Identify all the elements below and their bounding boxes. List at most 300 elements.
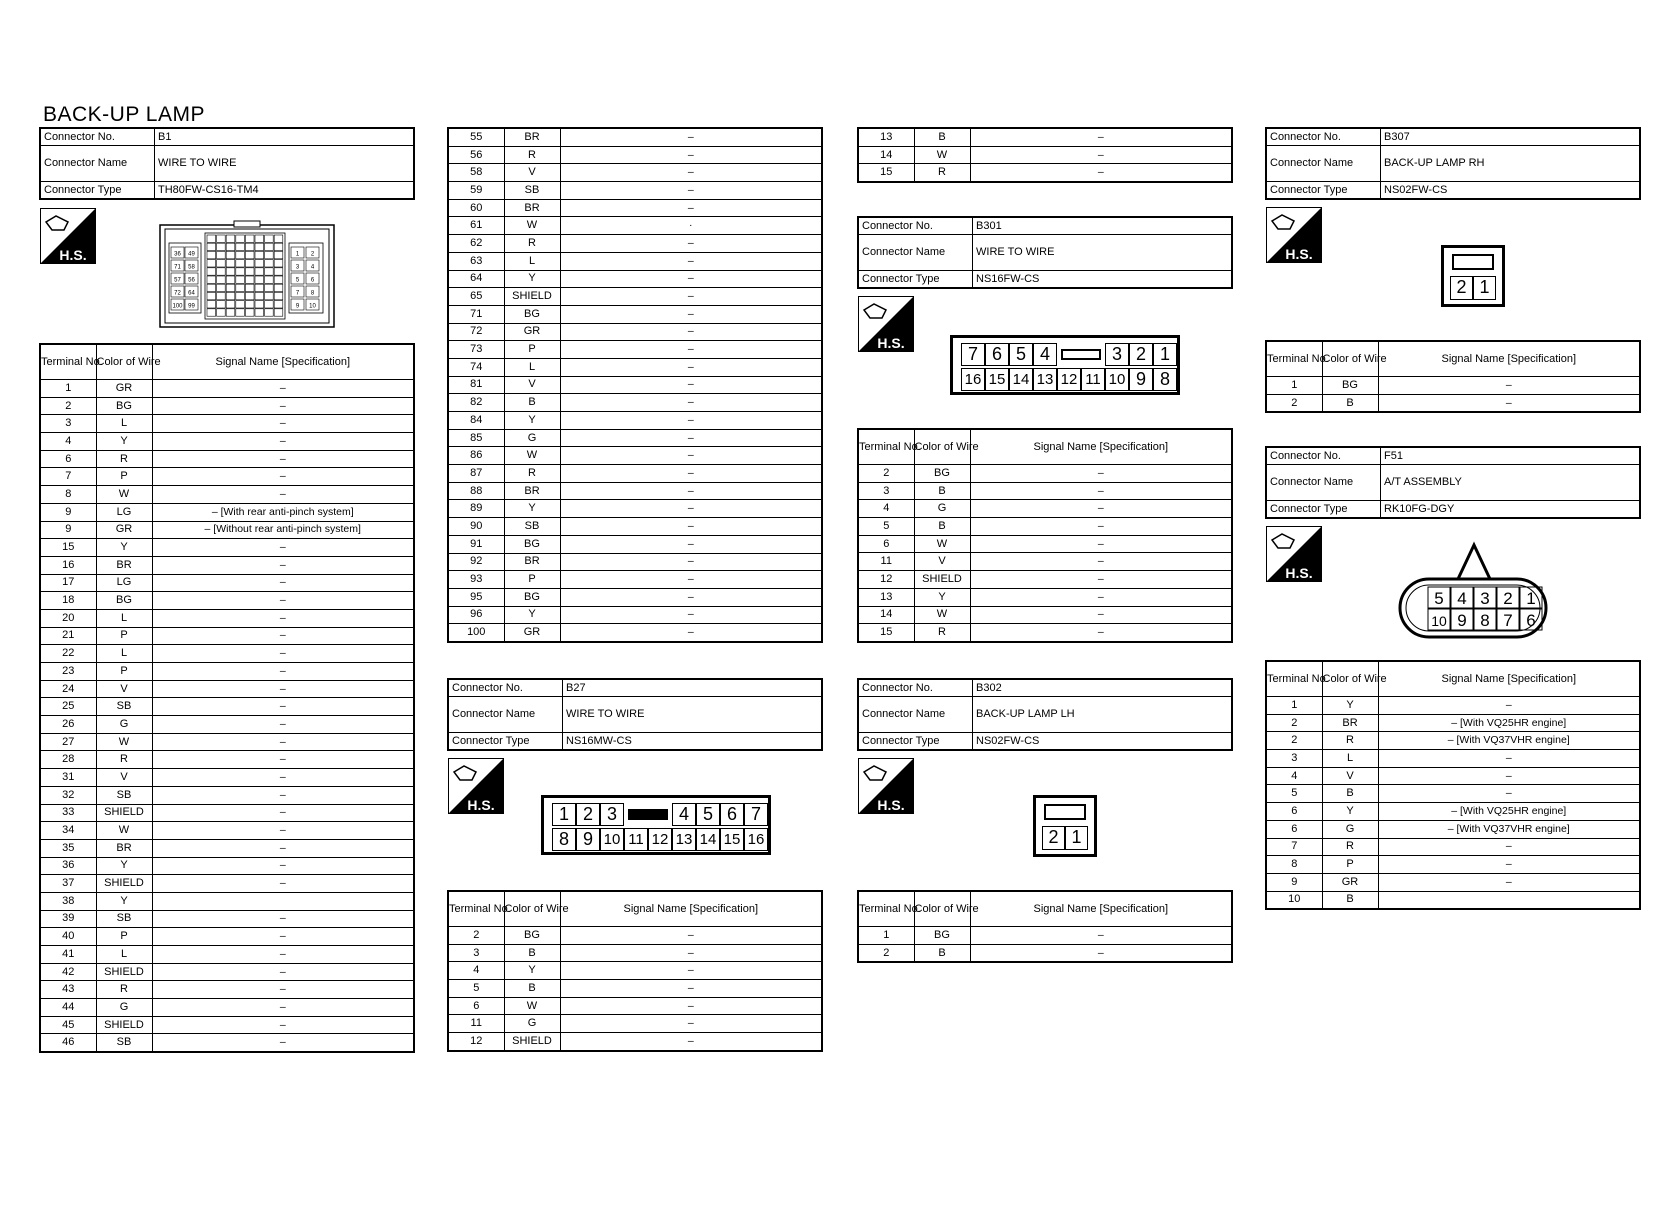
signal-name-cell: –: [970, 128, 1232, 146]
connector-b307-no: B307: [1381, 128, 1641, 146]
table-row: [40, 875, 414, 893]
terminal-no-cell: 32: [40, 786, 96, 804]
terminal-no-cell: 25: [40, 698, 96, 716]
signal-name-cell: –: [152, 450, 414, 468]
connector-b1-pins-col2: [447, 127, 823, 643]
terminal-no-cell: 62: [448, 235, 504, 253]
terminal-no-cell: 73: [448, 341, 504, 359]
wire-color-cell: R: [504, 146, 560, 164]
connector-b1-pins-col1: [39, 343, 415, 1053]
signal-name-cell: –: [1378, 785, 1640, 803]
cavity-label: 7: [1503, 611, 1513, 630]
table-row: [858, 606, 1232, 624]
label-connector-type: Connector Type: [40, 182, 155, 200]
header-color-of-wire: Color of Wire: [1322, 661, 1378, 697]
table-row: [40, 716, 414, 734]
table-row: [40, 839, 414, 857]
wire-color-cell: L: [1322, 750, 1378, 768]
cavity-label: 13: [672, 828, 696, 851]
signal-name-cell: –: [560, 980, 822, 998]
terminal-no-cell: 58: [448, 164, 504, 182]
terminal-no-cell: 15: [858, 164, 914, 182]
wire-color-cell: BR: [96, 839, 152, 857]
table-row: [40, 592, 414, 610]
table-row: [448, 128, 822, 146]
signal-name-cell: –: [1378, 838, 1640, 856]
signal-name-cell: – [With rear anti-pinch system]: [152, 503, 414, 521]
table-row: [448, 146, 822, 164]
signal-name-cell: – [With VQ37VHR engine]: [1378, 820, 1640, 838]
terminal-no-cell: 1: [1266, 377, 1322, 395]
wire-color-cell: BG: [96, 397, 152, 415]
table-row: [1266, 785, 1640, 803]
label-connector-name: Connector Name: [1266, 146, 1381, 182]
terminal-no-cell: 3: [40, 415, 96, 433]
terminal-no-cell: 63: [448, 252, 504, 270]
signal-name-cell: –: [970, 571, 1232, 589]
label-connector-no: Connector No.: [40, 128, 155, 146]
terminal-no-cell: 4: [1266, 767, 1322, 785]
terminal-no-cell: 8: [1266, 856, 1322, 874]
cavity-label: 64: [188, 290, 195, 297]
signal-name-cell: –: [560, 341, 822, 359]
terminal-no-cell: 20: [40, 609, 96, 627]
signal-name-cell: –: [152, 609, 414, 627]
wire-color-cell: L: [96, 645, 152, 663]
terminal-no-cell: 38: [40, 892, 96, 910]
connector-b27-pins-cont: [857, 127, 1233, 183]
terminal-no-cell: 100: [448, 624, 504, 642]
signal-name-cell: –: [152, 769, 414, 787]
wire-color-cell: W: [914, 606, 970, 624]
table-row: [448, 270, 822, 288]
connector-key: [628, 809, 668, 820]
table-row: [448, 323, 822, 341]
terminal-no-cell: 2: [448, 927, 504, 945]
wire-color-cell: P: [504, 341, 560, 359]
connector-b301-type: NS16FW-CS: [973, 271, 1233, 289]
label-connector-type: Connector Type: [1266, 182, 1381, 200]
connector-b302-name: BACK-UP LAMP LH: [973, 697, 1233, 733]
hs-label: H.S.: [877, 335, 905, 351]
cavity-label: 11: [1081, 368, 1105, 391]
hs-harness-side-icon: [1266, 207, 1322, 263]
page-title: BACK-UP LAMP: [43, 103, 205, 126]
wire-color-cell: Y: [504, 606, 560, 624]
signal-name-cell: –: [152, 910, 414, 928]
connector-key: [1452, 254, 1494, 270]
signal-name-cell: –: [152, 592, 414, 610]
cavity-label: 2: [1129, 343, 1153, 366]
wire-color-cell: GR: [96, 521, 152, 539]
table-row: [448, 500, 822, 518]
table-row: [40, 521, 414, 539]
cavity-label: 15: [985, 368, 1009, 391]
wire-color-cell: LG: [96, 574, 152, 592]
connector-b1-face: [159, 221, 335, 329]
wire-color-cell: V: [504, 164, 560, 182]
cavity-label: 7: [744, 803, 768, 826]
table-row: [40, 486, 414, 504]
cavity-label: 10: [1105, 368, 1129, 391]
connector-key: [1044, 804, 1086, 820]
wire-color-cell: G: [96, 999, 152, 1017]
connector-b307-pins: [1265, 340, 1641, 413]
wire-color-cell: P: [96, 627, 152, 645]
terminal-no-cell: 89: [448, 500, 504, 518]
signal-name-cell: –: [560, 927, 822, 945]
wire-color-cell: R: [1322, 732, 1378, 750]
wire-color-cell: L: [96, 415, 152, 433]
wire-color-cell: P: [96, 663, 152, 681]
cavity-label: 3: [600, 803, 624, 826]
table-row: [448, 518, 822, 536]
terminal-no-cell: 6: [1266, 820, 1322, 838]
table-row: [40, 645, 414, 663]
terminal-no-cell: 35: [40, 839, 96, 857]
header-color-of-wire: Color of Wire: [1322, 341, 1378, 377]
cavity-label: 1: [1526, 589, 1536, 608]
table-row: [448, 447, 822, 465]
signal-name-cell: –: [970, 518, 1232, 536]
table-row: [40, 433, 414, 451]
cavity-label: 9: [1457, 611, 1467, 630]
terminal-no-cell: 14: [858, 146, 914, 164]
signal-name-cell: –: [1378, 856, 1640, 874]
terminal-no-cell: 24: [40, 680, 96, 698]
signal-name-cell: –: [152, 486, 414, 504]
label-connector-name: Connector Name: [858, 697, 973, 733]
wire-color-cell: SB: [504, 518, 560, 536]
table-row: [448, 217, 822, 235]
terminal-no-cell: 13: [858, 128, 914, 146]
terminal-no-cell: 4: [40, 433, 96, 451]
table-row: [1266, 873, 1640, 891]
signal-name-cell: –: [560, 571, 822, 589]
table-row: [40, 963, 414, 981]
cavity-label: 3: [1480, 589, 1490, 608]
terminal-no-cell: 1: [40, 380, 96, 398]
terminal-no-cell: 22: [40, 645, 96, 663]
signal-name-cell: –: [560, 588, 822, 606]
terminal-no-cell: 12: [858, 571, 914, 589]
table-row: [448, 606, 822, 624]
cavity-label: 2: [310, 251, 315, 258]
terminal-no-cell: 7: [1266, 838, 1322, 856]
table-row: [448, 997, 822, 1015]
table-row: [40, 892, 414, 910]
terminal-no-cell: 2: [858, 944, 914, 962]
signal-name-cell: –: [152, 716, 414, 734]
table-row: [40, 769, 414, 787]
table-row: [448, 553, 822, 571]
terminal-no-cell: 71: [448, 305, 504, 323]
wire-color-cell: R: [96, 450, 152, 468]
cavity-label: 36: [174, 251, 181, 258]
signal-name-cell: –: [1378, 377, 1640, 395]
signal-name-cell: –: [560, 962, 822, 980]
wire-color-cell: Y: [504, 962, 560, 980]
signal-name-cell: –: [1378, 873, 1640, 891]
connector-b302-face: [1033, 795, 1097, 857]
signal-name-cell: –: [970, 482, 1232, 500]
cavity-label: 12: [648, 828, 672, 851]
terminal-no-cell: 15: [858, 624, 914, 642]
signal-name-cell: –: [970, 606, 1232, 624]
table-row: [858, 624, 1232, 642]
wire-color-cell: W: [914, 146, 970, 164]
table-row: [858, 482, 1232, 500]
table-row: [448, 235, 822, 253]
cavity-label: 5: [295, 277, 300, 284]
wire-color-cell: SHIELD: [914, 571, 970, 589]
wire-color-cell: B: [914, 944, 970, 962]
table-row: [448, 341, 822, 359]
hs-harness-side-icon: [40, 208, 96, 264]
signal-name-cell: –: [560, 270, 822, 288]
cavity-label: 8: [1480, 611, 1490, 630]
connector-key: [1061, 349, 1101, 360]
wire-color-cell: BG: [504, 535, 560, 553]
wire-color-cell: SHIELD: [504, 1033, 560, 1051]
signal-name-cell: –: [152, 645, 414, 663]
label-connector-name: Connector Name: [1266, 465, 1381, 501]
header-terminal-no: Terminal No.: [448, 891, 504, 927]
wire-color-cell: Y: [1322, 697, 1378, 715]
cavity-label: 8: [552, 828, 576, 851]
signal-name-cell: –: [152, 804, 414, 822]
wire-color-cell: SHIELD: [504, 288, 560, 306]
connector-f51-name: A/T ASSEMBLY: [1381, 465, 1641, 501]
signal-name-cell: –: [560, 358, 822, 376]
wire-color-cell: G: [504, 429, 560, 447]
table-row: [448, 571, 822, 589]
signal-name-cell: –: [560, 323, 822, 341]
terminal-no-cell: 61: [448, 217, 504, 235]
cavity-label: 2: [576, 803, 600, 826]
table-row: [1266, 394, 1640, 412]
wire-color-cell: Y: [504, 412, 560, 430]
table-row: [858, 128, 1232, 146]
cavity-label: 3: [1105, 343, 1129, 366]
wire-color-cell: R: [1322, 838, 1378, 856]
cavity-label: 58: [188, 264, 195, 271]
terminal-no-cell: 2: [40, 397, 96, 415]
wire-color-cell: BG: [1322, 377, 1378, 395]
wire-color-cell: W: [504, 447, 560, 465]
signal-name-cell: –: [970, 624, 1232, 642]
wire-color-cell: B: [504, 944, 560, 962]
table-row: [448, 465, 822, 483]
header-signal-name: Signal Name [Specification]: [1378, 341, 1640, 377]
terminal-no-cell: 55: [448, 128, 504, 146]
wire-color-cell: V: [1322, 767, 1378, 785]
connector-b27-type: NS16MW-CS: [563, 733, 823, 751]
signal-name-cell: –: [152, 786, 414, 804]
wire-color-cell: P: [96, 468, 152, 486]
signal-name-cell: –: [152, 822, 414, 840]
signal-name-cell: –: [970, 500, 1232, 518]
table-row: [40, 822, 414, 840]
terminal-no-cell: 11: [858, 553, 914, 571]
table-row: [40, 733, 414, 751]
table-row: [858, 500, 1232, 518]
header-color-of-wire: Color of Wire: [504, 891, 560, 927]
table-row: [858, 146, 1232, 164]
connector-b1-type: TH80FW-CS16-TM4: [155, 182, 415, 200]
wire-color-cell: B: [914, 128, 970, 146]
wire-color-cell: SB: [96, 786, 152, 804]
signal-name-cell: –: [152, 680, 414, 698]
terminal-no-cell: 9: [1266, 873, 1322, 891]
table-row: [40, 857, 414, 875]
terminal-no-cell: 27: [40, 733, 96, 751]
signal-name-cell: –: [152, 963, 414, 981]
signal-name-cell: –: [560, 1033, 822, 1051]
wire-color-cell: SB: [504, 182, 560, 200]
terminal-no-cell: 12: [448, 1033, 504, 1051]
signal-name-cell: –: [560, 128, 822, 146]
table-row: [448, 588, 822, 606]
table-row: [40, 910, 414, 928]
table-row: [448, 980, 822, 998]
terminal-no-cell: 81: [448, 376, 504, 394]
terminal-no-cell: 33: [40, 804, 96, 822]
connector-b1-name: WIRE TO WIRE: [155, 146, 415, 182]
signal-name-cell: ·: [560, 217, 822, 235]
wire-color-cell: SHIELD: [96, 1016, 152, 1034]
connector-b27-name: WIRE TO WIRE: [563, 697, 823, 733]
wire-color-cell: BR: [504, 128, 560, 146]
signal-name-cell: –: [560, 624, 822, 642]
signal-name-cell: –: [152, 1034, 414, 1052]
terminal-no-cell: 18: [40, 592, 96, 610]
table-row: [40, 981, 414, 999]
cavity-label: 10: [1431, 613, 1447, 629]
terminal-no-cell: 40: [40, 928, 96, 946]
terminal-no-cell: 10: [1266, 891, 1322, 909]
signal-name-cell: [1378, 891, 1640, 909]
table-row: [40, 751, 414, 769]
terminal-no-cell: 26: [40, 716, 96, 734]
cavity-label: 1: [1065, 826, 1088, 850]
cavity-label: 2: [1042, 826, 1065, 850]
table-row: [858, 518, 1232, 536]
table-row: [448, 252, 822, 270]
hs-label: H.S.: [467, 797, 495, 813]
signal-name-cell: –: [1378, 767, 1640, 785]
wire-color-cell: W: [504, 997, 560, 1015]
table-row: [40, 928, 414, 946]
signal-name-cell: –: [560, 305, 822, 323]
cavity-label: 8: [1153, 368, 1177, 391]
wire-color-cell: Y: [914, 588, 970, 606]
wire-color-cell: GR: [1322, 873, 1378, 891]
wire-color-cell: Y: [96, 857, 152, 875]
signal-name-cell: –: [152, 663, 414, 681]
terminal-no-cell: 86: [448, 447, 504, 465]
signal-name-cell: –: [152, 946, 414, 964]
connector-b1-block: [39, 127, 415, 200]
table-row: [1266, 750, 1640, 768]
cavity-label: 6: [985, 343, 1009, 366]
terminal-no-cell: 42: [40, 963, 96, 981]
table-row: [40, 1034, 414, 1052]
cavity-label: 7: [961, 343, 985, 366]
terminal-no-cell: 74: [448, 358, 504, 376]
signal-name-cell: –: [152, 380, 414, 398]
terminal-no-cell: 14: [858, 606, 914, 624]
table-row: [1266, 838, 1640, 856]
wire-color-cell: SHIELD: [96, 875, 152, 893]
cavity-label: 9: [1129, 368, 1153, 391]
label-connector-name: Connector Name: [40, 146, 155, 182]
connector-b27-pins: [447, 890, 823, 1052]
table-row: [858, 465, 1232, 483]
cavity-label: 2: [1503, 589, 1513, 608]
table-row: [40, 556, 414, 574]
terminal-no-cell: 37: [40, 875, 96, 893]
label-connector-name: Connector Name: [858, 235, 973, 271]
terminal-no-cell: 2: [1266, 714, 1322, 732]
table-row: [448, 1033, 822, 1051]
signal-name-cell: –: [152, 751, 414, 769]
signal-name-cell: – [With VQ25HR engine]: [1378, 714, 1640, 732]
cavity-label: 5: [1009, 343, 1033, 366]
connector-b301-face: [950, 335, 1180, 395]
wire-color-cell: SB: [96, 1034, 152, 1052]
table-row: [40, 999, 414, 1017]
cavity-label: 6: [1526, 611, 1536, 630]
wire-color-cell: W: [96, 822, 152, 840]
cavity-label: 4: [672, 803, 696, 826]
table-row: [1266, 767, 1640, 785]
wire-color-cell: B: [1322, 394, 1378, 412]
table-row: [40, 804, 414, 822]
terminal-no-cell: 31: [40, 769, 96, 787]
cavity-label: 8: [310, 290, 315, 297]
wire-color-cell: Y: [1322, 803, 1378, 821]
connector-b301-no: B301: [973, 217, 1233, 235]
header-terminal-no: Terminal No.: [1266, 341, 1322, 377]
label-connector-type: Connector Type: [858, 733, 973, 751]
wire-color-cell: BG: [914, 927, 970, 945]
signal-name-cell: –: [560, 412, 822, 430]
terminal-no-cell: 64: [448, 270, 504, 288]
header-signal-name: Signal Name [Specification]: [1378, 661, 1640, 697]
header-signal-name: Signal Name [Specification]: [152, 344, 414, 380]
cavity-label: 15: [720, 828, 744, 851]
terminal-no-cell: 82: [448, 394, 504, 412]
table-row: [448, 182, 822, 200]
wire-color-cell: BG: [914, 465, 970, 483]
terminal-no-cell: 95: [448, 588, 504, 606]
header-color-of-wire: Color of Wire: [96, 344, 152, 380]
cavity-label: 5: [1434, 589, 1444, 608]
cavity-label: 56: [188, 277, 195, 284]
signal-name-cell: –: [560, 199, 822, 217]
wire-color-cell: BR: [504, 553, 560, 571]
terminal-no-cell: 21: [40, 627, 96, 645]
terminal-no-cell: 84: [448, 412, 504, 430]
signal-name-cell: –: [152, 857, 414, 875]
cavity-label: 14: [696, 828, 720, 851]
hs-label: H.S.: [1285, 565, 1313, 581]
table-row: [858, 553, 1232, 571]
wire-color-cell: G: [96, 716, 152, 734]
hs-label: H.S.: [59, 247, 87, 263]
connector-b301-pins: [857, 428, 1233, 643]
